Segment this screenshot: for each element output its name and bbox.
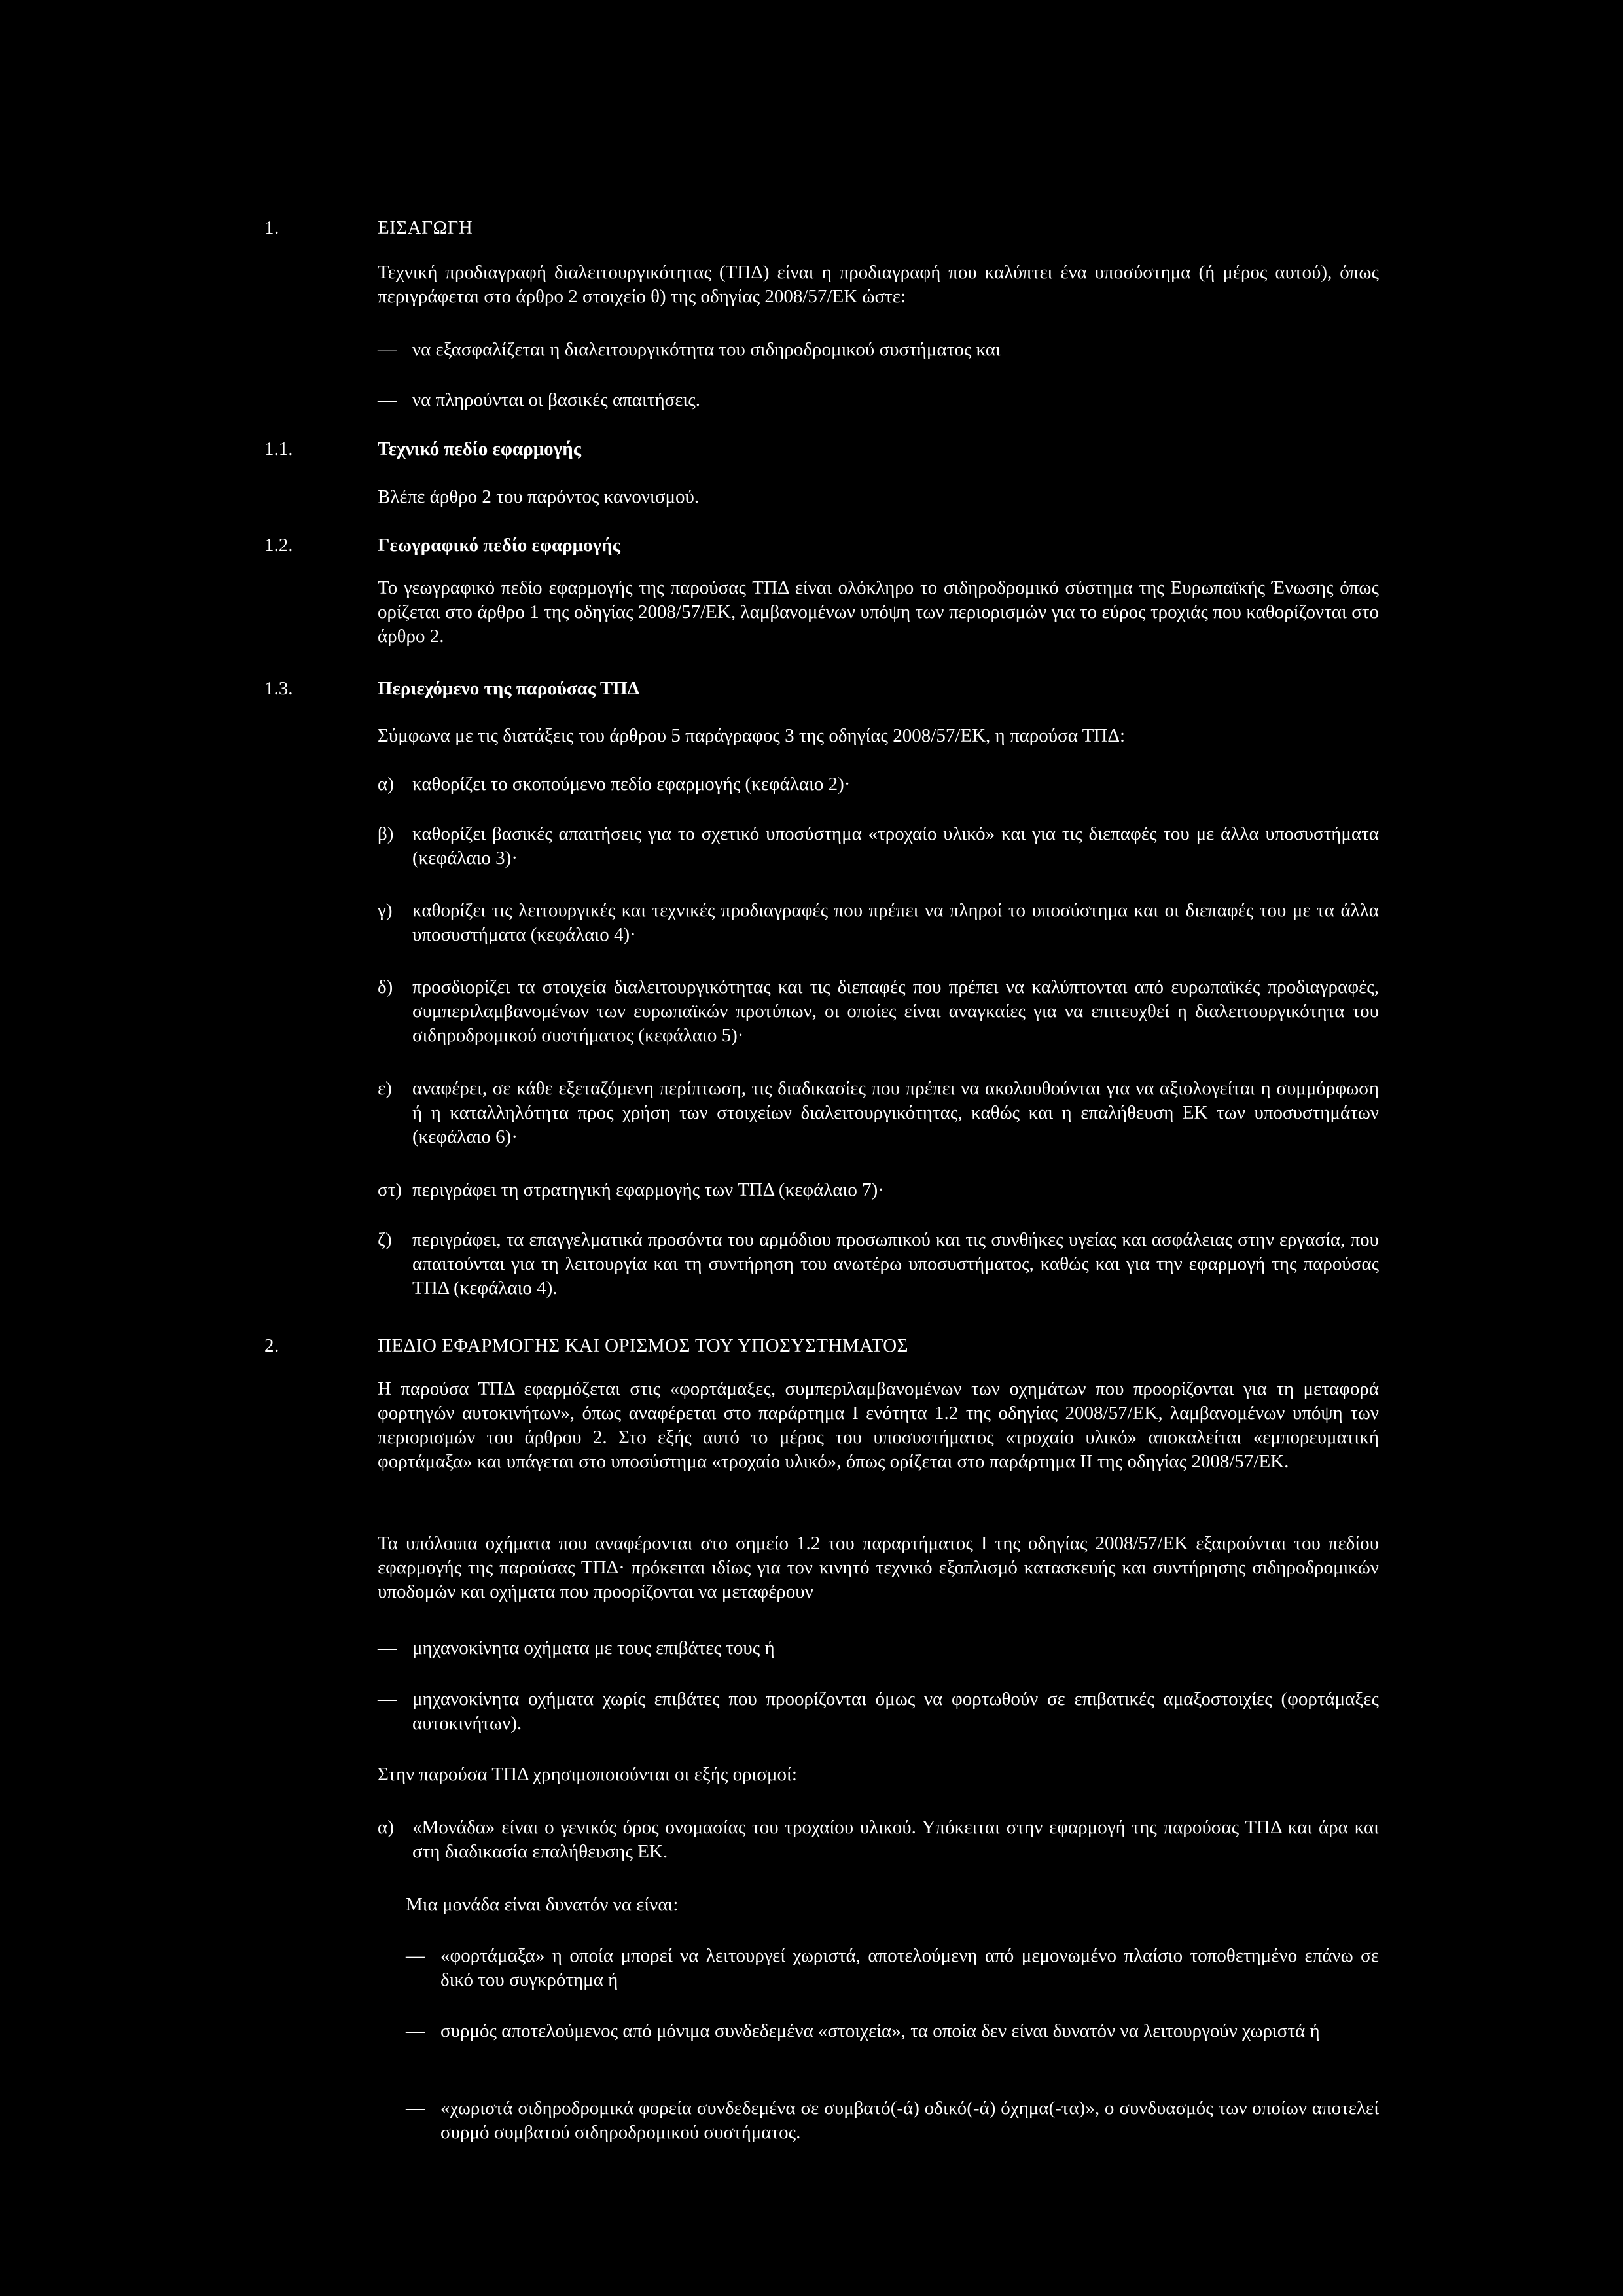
- list-label: γ): [378, 900, 393, 921]
- list-label: στ): [378, 1179, 402, 1200]
- list-item: [378, 1228, 1379, 1300]
- list-text: αναφέρει, σε κάθε εξεταζόμενη περίπτωση, τις διαδικασίες που πρέπει να ακολουθούνται για να αξιολογείται η συμμόρφωση ή η καταλληλότητα προς χρήση των στοιχείων διαλειτουργικότητας, καθώς και η επαλήθευση ΕΚ των υποσυστημάτων (κεφάλαιο 6)·: [412, 1078, 1379, 1148]
- paragraph: Το γεωγραφικό πεδίο εφαρμογής της παρούσας ΤΠΔ είναι ολόκληρο το σιδηροδρομικό σύστημα της Ευρωπαϊκής Ένωσης όπως ορίζεται στο άρθρο 1 της οδηγίας 2008/57/ΕΚ, λαμβανομένων υπόψη των περιορισμών για το εύρος τροχιάς που καθορίζονται στο άρθρο 2.: [378, 577, 1379, 647]
- paragraph: Τεχνική προδιαγραφή διαλειτουργικότητας (ΤΠΔ) είναι η προδιαγραφή που καλύπτει ένα υποσύστημα (ή μέρος αυτού), όπως περιγράφεται στο άρθρο 2 στοιχείο θ) της οδηγίας 2008/57/ΕΚ ώστε:: [378, 262, 1379, 308]
- section-number: 1.: [264, 217, 279, 238]
- dash-marker: —: [378, 1638, 397, 1659]
- dash-item: [378, 388, 1379, 412]
- list-label: ζ): [378, 1229, 392, 1250]
- list-text: καθορίζει βασικές απαιτήσεις για το σχετικό υποσύστημα «τροχαίο υλικό» και για τις διεπαφές του με άλλα υποσυστήματα (κεφάλαιο 3)·: [412, 823, 1379, 869]
- list-text: προσδιορίζει τα στοιχεία διαλειτουργικότητας και τις διεπαφές που πρέπει να καλύπτονται από ευρωπαϊκές προδιαγραφές, συμπεριλαμβανομένων των ευρωπαϊκών προτύπων, οι οποίες είναι αναγκαίες για να επιτευχθεί η διαλειτουργικότητα του σιδηροδρομικού συστήματος (κεφάλαιο 5)·: [412, 977, 1379, 1047]
- list-item: [378, 772, 1379, 797]
- dash-text: «χωριστά σιδηροδρομικά φορεία συνδεδεμένα σε συμβατό(-ά) οδικό(-ά) όχημα(-τα)», ο συνδυασμός των οποίων αποτελεί συρμό συμβατού σιδηροδρομικού συστήματος.: [440, 2098, 1379, 2144]
- section-title: Γεωγραφικό πεδίο εφαρμογής: [378, 535, 620, 556]
- list-text: καθορίζει το σκοπούμενο πεδίο εφαρμογής (κεφάλαιο 2)·: [412, 774, 851, 795]
- list-item: [378, 822, 1379, 870]
- dash-marker: —: [378, 339, 397, 360]
- dash-item: [378, 338, 1379, 362]
- dash-item: [378, 1687, 1379, 1736]
- list-text: καθορίζει τις λειτουργικές και τεχνικές προδιαγραφές που πρέπει να πληροί το υποσύστημα και οι διεπαφές του με τα άλλα υποσυστήματα (κεφάλαιο 4)·: [412, 900, 1379, 946]
- list-text: «Μονάδα» είναι ο γενικός όρος ονομασίας του τροχαίου υλικού. Υπόκειται στην εφαρμογή της παρούσας ΤΠΔ και άρα και στη διαδικασία επαλήθευσης ΕΚ.: [412, 1817, 1379, 1863]
- list-item: [378, 1077, 1379, 1149]
- list-text: περιγράφει τη στρατηγική εφαρμογής των ΤΠΔ (κεφάλαιο 7)·: [412, 1179, 884, 1200]
- dash-text: συρμός αποτελούμενος από μόνιμα συνδεδεμένα «στοιχεία», τα οποία δεν είναι δυνατόν να λειτουργούν χωριστά ή: [440, 2020, 1320, 2041]
- paragraph: Τα υπόλοιπα οχήματα που αναφέρονται στο σημείο 1.2 του παραρτήματος I της οδηγίας 2008/57/ΕΚ εξαιρούνται του πεδίου εφαρμογής της παρούσας ΤΠΔ· πρόκειται ιδίως για τον κινητό τεχνικό εξοπλισμό κατασκευής και συντήρησης σιδηροδρομικών υποδομών και οχήματα που προορίζονται να μεταφέρουν: [378, 1533, 1379, 1603]
- sub-dash-item: [406, 2019, 1379, 2043]
- list-item: [378, 899, 1379, 947]
- section-title: Τεχνικό πεδίο εφαρμογής: [378, 439, 581, 459]
- dash-marker: —: [406, 2020, 425, 2041]
- dash-marker: —: [406, 2098, 425, 2119]
- section-title: ΠΕΔΙΟ ΕΦΑΡΜΟΓΗΣ ΚΑΙ ΟΡΙΣΜΟΣ ΤΟΥ ΥΠΟΣΥΣΤΗΜΑΤΟΣ: [378, 1335, 909, 1356]
- paragraph: Σύμφωνα με τις διατάξεις του άρθρου 5 παράγραφος 3 της οδηγίας 2008/57/ΕΚ, η παρούσα ΤΠΔ:: [378, 725, 1126, 746]
- paragraph: Βλέπε άρθρο 2 του παρόντος κανονισμού.: [378, 486, 700, 507]
- list-label: β): [378, 823, 394, 844]
- section-number: 1.2.: [264, 535, 293, 556]
- dash-text: να εξασφαλίζεται η διαλειτουργικότητα του σιδηροδρομικού συστήματος και: [412, 339, 1001, 360]
- definition-item: [378, 1816, 1379, 1864]
- sub-dash-item: [406, 1944, 1379, 1992]
- paragraph: Μια μονάδα είναι δυνατόν να είναι:: [406, 1894, 679, 1915]
- sub-dash-item: [406, 2096, 1379, 2145]
- section-number: 2.: [264, 1335, 279, 1356]
- dash-text: να πληρούνται οι βασικές απαιτήσεις.: [412, 389, 700, 410]
- list-item: [378, 1178, 1379, 1202]
- dash-marker: —: [378, 389, 397, 410]
- list-text: περιγράφει, τα επαγγελματικά προσόντα του αρμόδιου προσωπικού και τις συνθήκες υγείας και ασφάλειας στην εργασία, που απαιτούνται για τη λειτουργία και τη συντήρηση του ανωτέρω υποσυστήματος, καθώς και για την εφαρμογή της παρούσας ΤΠΔ (κεφάλαιο 4).: [412, 1229, 1379, 1299]
- list-label: δ): [378, 977, 393, 997]
- dash-text: μηχανοκίνητα οχήματα χωρίς επιβάτες που προορίζονται όμως να φορτωθούν σε επιβατικές αμαξοστοιχίες (φορτάμαξες αυτοκινήτων).: [412, 1689, 1379, 1734]
- list-label: ε): [378, 1078, 392, 1099]
- dash-marker: —: [378, 1689, 397, 1710]
- list-item: [378, 975, 1379, 1048]
- paragraph: Στην παρούσα ΤΠΔ χρησιμοποιούνται οι εξής ορισμοί:: [378, 1764, 797, 1785]
- dash-text: «φορτάμαξα» η οποία μπορεί να λειτουργεί χωριστά, αποτελούμενη από μεμονωμένο πλαίσιο τοποθετημένο επάνω σε δικό του συγκρότημα ή: [440, 1945, 1379, 1991]
- dash-marker: —: [406, 1945, 425, 1966]
- list-label: α): [378, 1817, 394, 1838]
- paragraph: Η παρούσα ΤΠΔ εφαρμόζεται στις «φορτάμαξες, συμπεριλαμβανομένων των οχημάτων που προορίζονται για τη μεταφορά φορτηγών αυτοκινήτων», όπως αναφέρεται στο παράρτημα I ενότητα 1.2 της οδηγίας 2008/57/ΕΚ, λαμβανομένων υπόψη των περιορισμών του άρθρου 2. Στο εξής αυτό το μέρος του υποσυστήματος «τροχαίο υλικό» αποκαλείται «εμπορευματική φορτάμαξα» και υπάγεται στο υποσύστημα «τροχαίο υλικό», όπως ορίζεται στο παράρτημα II της οδηγίας 2008/57/ΕΚ.: [378, 1378, 1379, 1473]
- dash-text: μηχανοκίνητα οχήματα με τους επιβάτες τους ή: [412, 1638, 775, 1659]
- section-title: ΕΙΣΑΓΩΓΗ: [378, 217, 473, 238]
- section-title: Περιεχόμενο της παρούσας ΤΠΔ: [378, 678, 639, 699]
- section-number: 1.3.: [264, 678, 293, 699]
- list-label: α): [378, 774, 394, 795]
- section-number: 1.1.: [264, 439, 293, 459]
- dash-item: [378, 1636, 1379, 1660]
